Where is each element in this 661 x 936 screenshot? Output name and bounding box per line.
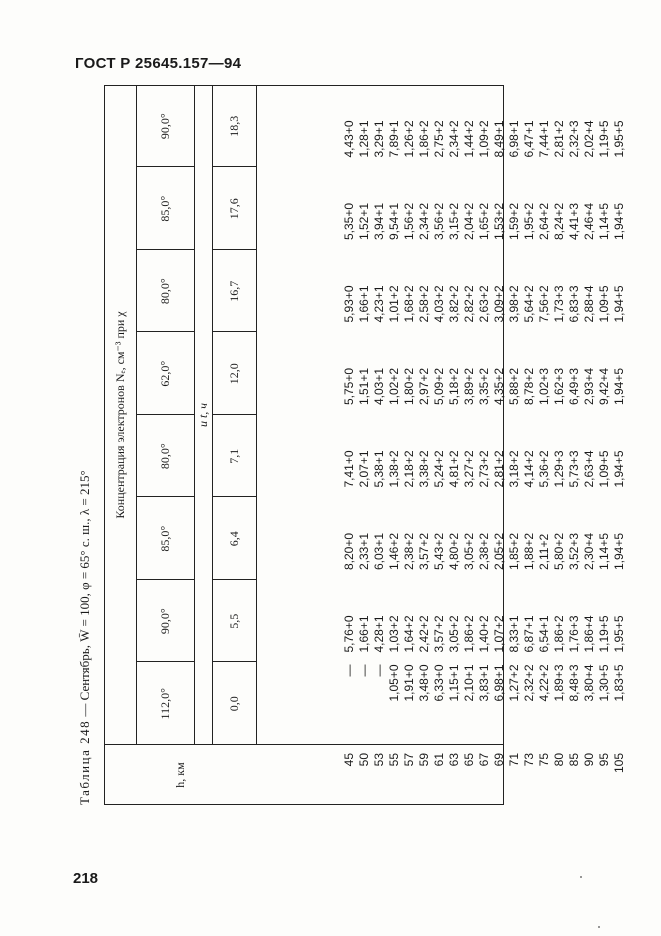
- data-cell: 3,18+2: [507, 450, 521, 488]
- altitude-cell: 105: [612, 753, 626, 774]
- data-cell: 9,42+4: [597, 367, 611, 405]
- data-column: [342, 417, 627, 488]
- data-cell: 7,56+2: [537, 285, 551, 323]
- data-cell: 1,14+5: [597, 532, 611, 570]
- table-caption-text: — Сентябрь, W̄ = 100, φ = 65° с. ш., λ = 215°: [77, 470, 92, 720]
- chi-header-cell: 112,0°: [157, 688, 172, 720]
- data-cell: 6,47+1: [522, 120, 536, 158]
- data-cell: 1,64+2: [402, 615, 416, 653]
- data-cell: 1,40+2: [477, 615, 491, 653]
- data-cell: 2,93+4: [582, 367, 596, 405]
- chi-header-cell: 85,0°: [157, 525, 172, 552]
- t-header-cell: 16,7: [226, 280, 241, 302]
- data-cell: 5,09+2: [432, 367, 446, 405]
- data-cell: 5,18+2: [447, 367, 461, 405]
- data-cell: 2,73+2: [477, 450, 491, 488]
- t-header-cell: 18,3: [226, 115, 241, 137]
- data-cell: 2,97+2: [417, 367, 431, 405]
- data-cell: 5,64+2: [522, 285, 536, 323]
- data-column: [342, 170, 627, 241]
- data-cell: 1,02+2: [387, 367, 401, 405]
- data-cell: 1,09+2: [477, 120, 491, 158]
- chi-header-cell: 90,0°: [157, 113, 172, 140]
- h-column-header: h, км: [172, 762, 187, 788]
- altitude-cell: 63: [447, 753, 461, 767]
- data-cell: 8,48+3: [567, 664, 581, 702]
- altitude-cell: 61: [432, 753, 446, 767]
- chi-header-cell: 62,0°: [157, 360, 172, 387]
- data-cell: 2,64+2: [537, 202, 551, 240]
- data-cell: 1,52+1: [357, 202, 371, 240]
- data-cell: 4,81+2: [447, 450, 461, 488]
- data-cell: —: [372, 664, 386, 677]
- data-cell: 3,38+2: [417, 450, 431, 488]
- data-cell: 2,82+2: [462, 285, 476, 323]
- data-cell: 1,86+2: [462, 615, 476, 653]
- altitude-cell: 75: [537, 753, 551, 767]
- data-cell: 6,54+1: [537, 615, 551, 653]
- altitude-cell: 65: [462, 753, 476, 767]
- table-caption: [70, 85, 100, 805]
- data-cell: 1,94+5: [612, 367, 626, 405]
- data-cell: 4,22+2: [537, 664, 551, 702]
- data-cell: 5,43+2: [432, 532, 446, 570]
- data-cell: 8,33+1: [507, 615, 521, 653]
- data-cell: 2,58+2: [417, 285, 431, 323]
- data-cell: 3,27+2: [462, 450, 476, 488]
- data-column: [342, 87, 627, 158]
- data-cell: 8,49+1: [492, 120, 506, 158]
- data-cell: 1,59+2: [507, 202, 521, 240]
- data-cell: 1,91+0: [402, 664, 416, 702]
- data-cell: 1,27+2: [507, 664, 521, 702]
- data-table: [104, 85, 626, 805]
- data-cell: 5,80+2: [552, 532, 566, 570]
- data-cell: 1,94+5: [612, 532, 626, 570]
- altitude-cell: 69: [492, 753, 506, 767]
- data-cell: 1,88+2: [522, 532, 536, 570]
- data-cell: 1,15+1: [447, 664, 461, 702]
- data-cell: 3,80+4: [582, 664, 596, 702]
- data-cell: 1,44+2: [462, 120, 476, 158]
- data-cell: 1,03+2: [387, 615, 401, 653]
- chi-header-cell: 80,0°: [157, 443, 172, 470]
- altitude-cell: 95: [597, 753, 611, 767]
- data-cell: 1,29+3: [552, 450, 566, 488]
- data-cell: 5,38+1: [372, 450, 386, 488]
- data-cell: 2,07+1: [357, 450, 371, 488]
- data-cell: 2,34+2: [447, 120, 461, 158]
- data-cell: 8,78+2: [522, 367, 536, 405]
- data-cell: —: [342, 664, 356, 677]
- chi-header-cell: 90,0°: [157, 608, 172, 635]
- data-cell: 1,56+2: [402, 202, 416, 240]
- data-cell: 1,02+3: [537, 367, 551, 405]
- altitude-cell: 57: [402, 753, 416, 767]
- data-cell: 5,36+2: [537, 450, 551, 488]
- table-caption-number: Таблица 248: [77, 719, 92, 805]
- data-cell: 5,35+0: [342, 202, 356, 240]
- data-cell: 5,88+2: [507, 367, 521, 405]
- data-cell: 3,94+1: [372, 202, 386, 240]
- data-cell: 1,73+3: [552, 285, 566, 323]
- data-cell: 2,32+3: [567, 120, 581, 158]
- data-cell: 2,75+2: [432, 120, 446, 158]
- data-cell: 6,33+0: [432, 664, 446, 702]
- data-cell: 1,94+5: [612, 285, 626, 323]
- data-cell: 2,81+2: [552, 120, 566, 158]
- t-header-cell: 5,5: [226, 613, 241, 629]
- data-cell: 2,38+2: [402, 532, 416, 570]
- page-header: ГОСТ Р 25645.157—94: [75, 55, 242, 72]
- data-cell: 1,65+2: [477, 202, 491, 240]
- data-cell: 3,35+2: [477, 367, 491, 405]
- data-cell: 2,63+2: [477, 285, 491, 323]
- data-cell: 2,38+2: [477, 532, 491, 570]
- data-cell: 1,19+5: [597, 615, 611, 653]
- data-cell: 1,09+5: [597, 450, 611, 488]
- data-cell: 1,66+1: [357, 285, 371, 323]
- data-cell: 3,48+0: [417, 664, 431, 702]
- data-cell: 8,20+0: [342, 532, 356, 570]
- data-cell: 9,54+1: [387, 202, 401, 240]
- rotated-table-block: [70, 80, 626, 805]
- data-cell: 1,28+1: [357, 120, 371, 158]
- altitude-cell: 85: [567, 753, 581, 767]
- data-cell: 1,95+5: [612, 615, 626, 653]
- data-cell: 6,87+1: [522, 615, 536, 653]
- data-cell: 1,86+4: [582, 615, 596, 653]
- t-header-cell: 7,1: [226, 448, 241, 464]
- data-cell: 1,86+2: [552, 615, 566, 653]
- data-cell: 3,56+2: [432, 202, 446, 240]
- altitude-cell: 80: [552, 753, 566, 767]
- data-cell: 4,14+2: [522, 450, 536, 488]
- data-cell: 3,15+2: [447, 202, 461, 240]
- data-cell: 2,04+2: [462, 202, 476, 240]
- data-cell: 3,57+2: [432, 615, 446, 653]
- data-cell: 2,32+2: [522, 664, 536, 702]
- data-cell: 5,76+0: [342, 615, 356, 653]
- t-header-cell: 6,4: [226, 531, 241, 547]
- data-cell: 3,52+3: [567, 532, 581, 570]
- data-cell: 2,88+4: [582, 285, 596, 323]
- data-cell: 1,14+5: [597, 202, 611, 240]
- data-cell: 1,51+1: [357, 367, 371, 405]
- data-cell: 1,09+5: [597, 285, 611, 323]
- data-cell: 2,11+2: [537, 533, 551, 570]
- data-cell: 4,28+1: [372, 615, 386, 653]
- data-cell: 4,43+0: [342, 120, 356, 158]
- altitude-cell: 90: [582, 753, 596, 767]
- data-cell: 2,10+1: [462, 664, 476, 702]
- t-header-cell: 12,0: [226, 363, 241, 385]
- data-cell: 2,18+2: [402, 450, 416, 488]
- data-cell: 4,35+2: [492, 367, 506, 405]
- data-cell: 4,03+1: [372, 367, 386, 405]
- data-cell: 1,53+2: [492, 202, 506, 240]
- data-cell: 6,98+1: [492, 664, 506, 702]
- data-cell: 7,41+0: [342, 450, 356, 488]
- altitude-column: [342, 753, 627, 797]
- data-cell: 2,42+2: [417, 615, 431, 653]
- data-cell: 3,05+2: [447, 615, 461, 653]
- data-cell: 4,23+1: [372, 285, 386, 323]
- data-cell: 3,82+2: [447, 285, 461, 323]
- data-cell: 1,95+2: [522, 202, 536, 240]
- data-cell: 7,89+1: [387, 120, 401, 158]
- data-cell: 1,68+2: [402, 285, 416, 323]
- data-cell: 1,01+2: [387, 285, 401, 323]
- data-cell: 3,89+2: [462, 367, 476, 405]
- data-cell: 1,94+5: [612, 450, 626, 488]
- data-cell: 4,03+2: [432, 285, 446, 323]
- data-cell: 2,02+4: [582, 120, 596, 158]
- data-cell: 2,33+1: [357, 532, 371, 570]
- data-cell: 1,66+1: [357, 615, 371, 653]
- data-cell: 6,98+1: [507, 120, 521, 158]
- data-cell: 3,98+2: [507, 285, 521, 323]
- data-cell: 1,19+5: [597, 120, 611, 158]
- data-cell: 1,89+3: [552, 664, 566, 702]
- scan-speck: [598, 926, 600, 928]
- data-cell: 2,05+2: [492, 532, 506, 570]
- altitude-cell: 45: [342, 753, 356, 767]
- data-cell: 6,03+1: [372, 532, 386, 570]
- data-cell: 1,05+0: [387, 664, 401, 702]
- data-cell: 5,75+0: [342, 367, 356, 405]
- data-cell: 1,26+2: [402, 120, 416, 158]
- data-cell: 1,46+2: [387, 532, 401, 570]
- data-cell: 1,95+5: [612, 120, 626, 158]
- altitude-cell: 59: [417, 753, 431, 767]
- data-cell: 1,80+2: [402, 367, 416, 405]
- altitude-cell: 50: [357, 753, 371, 767]
- data-cell: 1,94+5: [612, 202, 626, 240]
- data-cell: 2,30+4: [582, 532, 596, 570]
- data-cell: 2,34+2: [417, 202, 431, 240]
- data-cell: 1,76+3: [567, 615, 581, 653]
- altitude-cell: 55: [387, 753, 401, 767]
- data-cell: 5,24+2: [432, 450, 446, 488]
- data-cell: 3,05+2: [462, 532, 476, 570]
- data-cell: 2,81+2: [492, 450, 506, 488]
- data-column: [342, 252, 627, 323]
- data-cell: 3,09+2: [492, 285, 506, 323]
- altitude-cell: 73: [522, 753, 536, 767]
- data-cell: 6,49+3: [567, 367, 581, 405]
- altitude-cell: 71: [507, 753, 521, 767]
- data-cell: 2,63+4: [582, 450, 596, 488]
- data-column: [342, 582, 627, 653]
- data-cell: 6,83+3: [567, 285, 581, 323]
- data-cell: 1,62+3: [552, 367, 566, 405]
- data-cell: 3,57+2: [417, 532, 431, 570]
- chi-header-cell: 80,0°: [157, 278, 172, 305]
- data-cell: 1,85+2: [507, 532, 521, 570]
- time-header: и t, ч: [195, 402, 210, 428]
- data-column: [342, 665, 627, 736]
- data-cell: 1,30+5: [597, 664, 611, 702]
- altitude-cell: 53: [372, 753, 386, 767]
- scan-speck: [580, 876, 582, 878]
- concentration-header: Концентрация электронов Nₑ, см⁻³ при χ: [112, 311, 127, 519]
- altitude-cell: 67: [477, 753, 491, 767]
- data-column: [342, 335, 627, 406]
- data-cell: 2,46+4: [582, 202, 596, 240]
- page-number: 218: [73, 870, 99, 887]
- data-cell: 7,44+1: [537, 120, 551, 158]
- data-cell: 1,07+2: [492, 615, 506, 653]
- data-cell: 8,24+2: [552, 202, 566, 240]
- data-cell: 5,73+3: [567, 450, 581, 488]
- data-cell: —: [357, 664, 371, 677]
- data-column: [342, 500, 627, 571]
- data-cell: 5,93+0: [342, 285, 356, 323]
- t-header-cell: 17,6: [226, 198, 241, 220]
- data-cell: 3,83+1: [477, 664, 491, 702]
- data-cell: 1,83+5: [612, 664, 626, 702]
- t-header-cell: 0,0: [226, 696, 241, 712]
- data-cell: 1,86+2: [417, 120, 431, 158]
- chi-header-cell: 85,0°: [157, 195, 172, 222]
- data-cell: 1,38+2: [387, 450, 401, 488]
- data-cell: 4,80+2: [447, 532, 461, 570]
- data-cell: 3,29+1: [372, 120, 386, 158]
- data-cell: 4,41+3: [567, 202, 581, 240]
